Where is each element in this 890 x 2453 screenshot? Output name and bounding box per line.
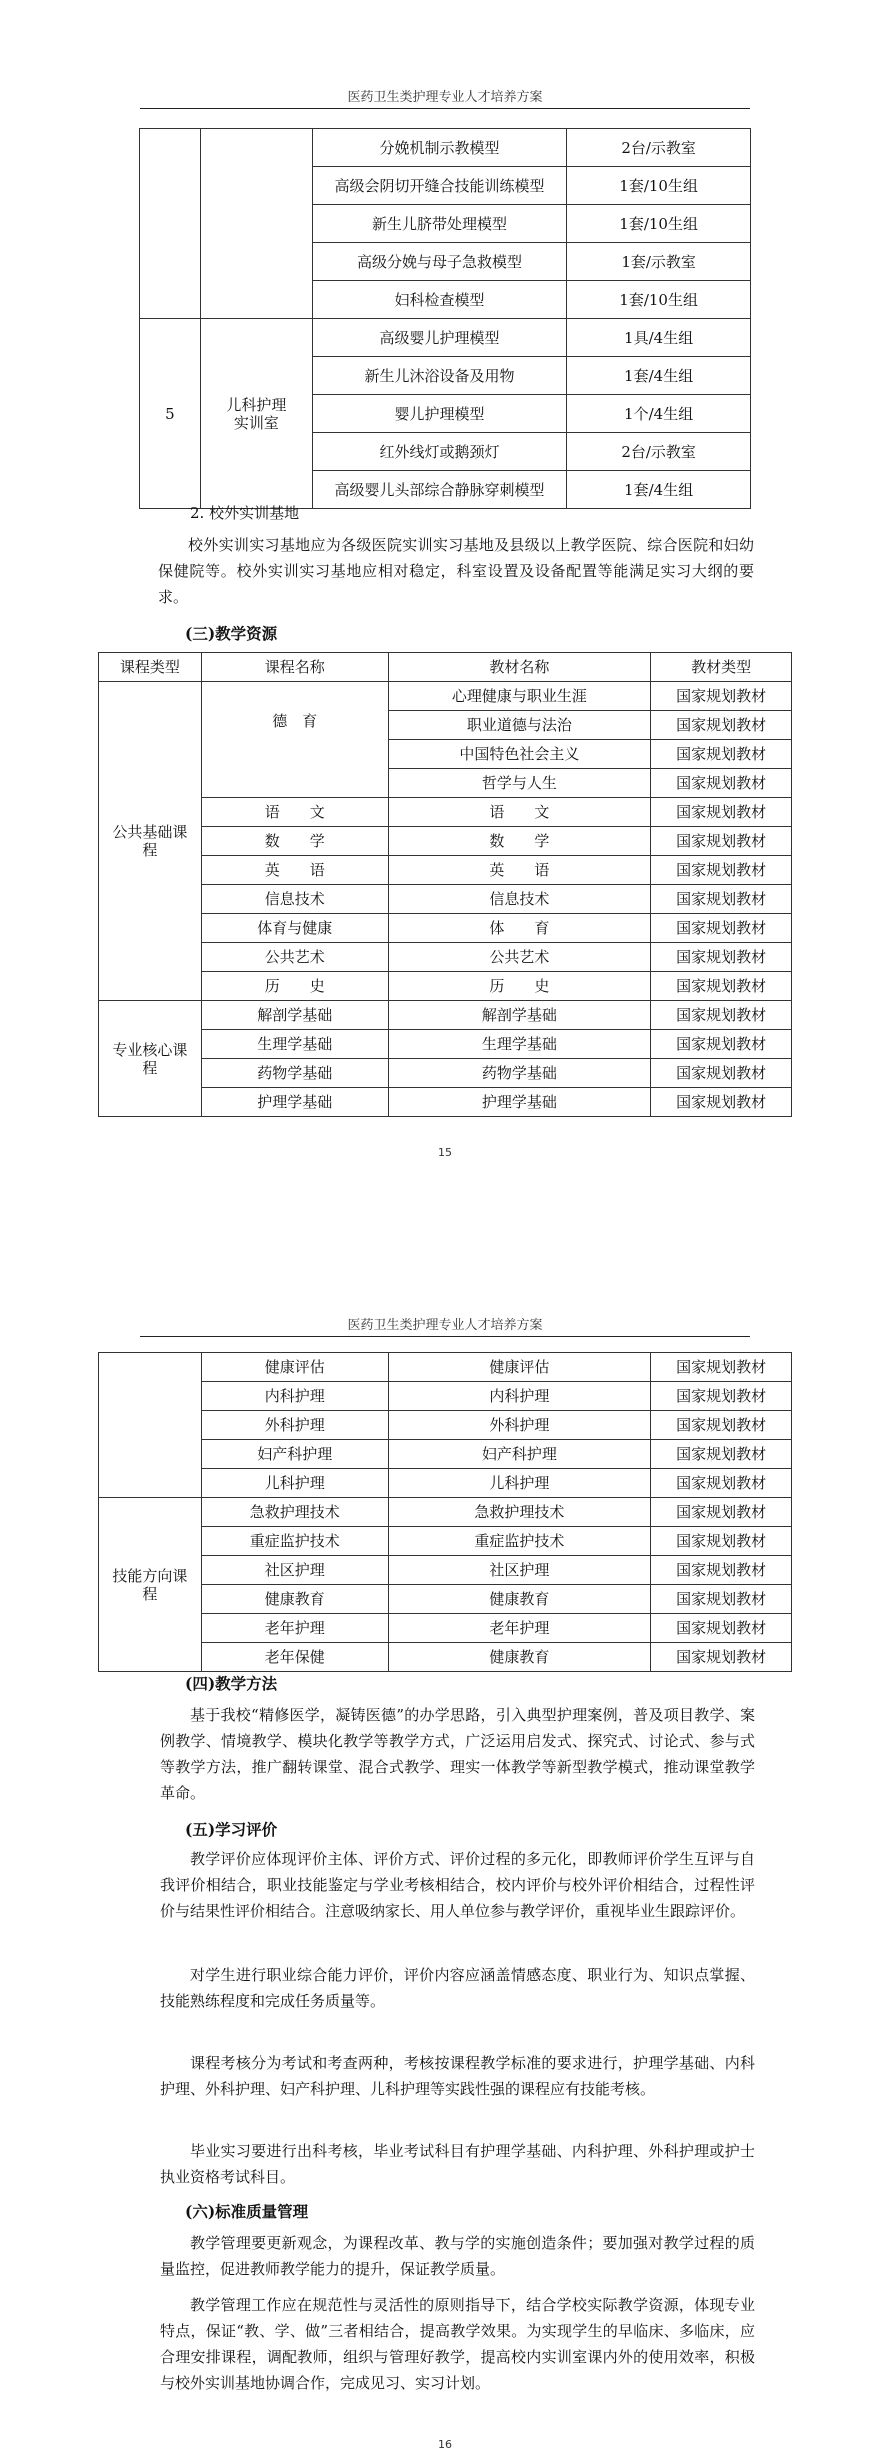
evaluation-paragraph-4: 毕业实习要进行出科考核，毕业考试科目有护理学基础、内科护理、外科护理或护士执业资格考试科目。 [160,2142,755,2186]
textbook-cell: 中国特色社会主义 [388,740,651,769]
textbook-cell: 历 史 [388,972,651,1001]
room-name-cell: 儿科护理实训室 [200,319,312,509]
table-row [99,1498,792,1527]
textbook-cell: 体 育 [388,914,651,943]
page-header: 医药卫生类护理专业人才培养方案 [347,90,543,105]
table-row [140,319,751,357]
page-number: 16 [438,2438,452,2451]
textbook-type-cell: 国家规划教材 [651,827,792,856]
equipment-qty: 2台/示教室 [567,433,751,471]
table-row [99,1030,792,1059]
textbook-type-cell: 国家规划教材 [651,1440,792,1469]
course-cell: 解剖学基础 [201,1001,388,1030]
page-gap [0,1200,890,1290]
textbook-type-cell: 国家规划教材 [651,856,792,885]
textbook-type-cell: 国家规划教材 [651,1469,792,1498]
course-cell: 历 史 [201,972,388,1001]
course-cell: 老年保健 [201,1643,388,1672]
textbook-type-cell: 国家规划教材 [651,1585,792,1614]
textbook-type-cell: 国家规划教材 [651,914,792,943]
textbook-type-cell: 国家规划教材 [651,711,792,740]
equipment-name: 高级会阴切开缝合技能训练模型 [312,167,567,205]
textbook-cell: 公共艺术 [388,943,651,972]
offsite-paragraph: 校外实训实习基地应为各级医院实训实习基地及县级以上教学医院、综合医院和妇幼保健院等。校外实训实习基地应相对稳定，科室设置及设备配置等能满足实习大纲的要求。 [158,536,754,606]
page-header: 医药卫生类护理专业人才培养方案 [347,1318,543,1333]
textbook-type-cell: 国家规划教材 [651,1556,792,1585]
table-row [99,1411,792,1440]
textbook-cell: 妇产科护理 [388,1440,651,1469]
evaluation-paragraph-2: 对学生进行职业综合能力评价，评价内容应涵盖情感态度、职业行为、知识点掌握、技能熟练程度和完成任务质量等。 [160,1966,755,2010]
table-row [99,682,792,711]
col-header-textbook: 教材名称 [388,653,651,682]
textbook-cell: 职业道德与法治 [388,711,651,740]
course-cell: 数 学 [201,827,388,856]
offsite-heading: 2. 校外实训基地 [190,504,300,522]
table-row [99,1088,792,1117]
equipment-name: 高级婴儿头部综合静脉穿刺模型 [312,471,567,509]
resources-table-continued [98,1352,792,1672]
table-row [99,885,792,914]
equipment-name: 高级婴儿护理模型 [312,319,567,357]
table-row [99,1643,792,1672]
course-cell: 内科护理 [201,1382,388,1411]
table-row [99,1527,792,1556]
textbook-type-cell: 国家规划教材 [651,1614,792,1643]
table-row [99,1001,792,1030]
course-cell: 体育与健康 [201,914,388,943]
evaluation-paragraph-3: 课程考核分为考试和考查两种，考核按课程教学标准的要求进行，护理学基础、内科护理、外科护理、妇产科护理、儿科护理等实践性强的课程应有技能考核。 [160,2054,755,2098]
course-cell: 急救护理技术 [201,1498,388,1527]
room-name-cell [200,129,312,319]
page-15 [0,0,890,1200]
textbook-cell: 英 语 [388,856,651,885]
table-row [99,827,792,856]
equipment-qty: 1个/4生组 [567,395,751,433]
textbook-cell: 解剖学基础 [388,1001,651,1030]
table-row [140,129,751,167]
textbook-type-cell: 国家规划教材 [651,740,792,769]
textbook-type-cell: 国家规划教材 [651,682,792,711]
textbook-cell: 重症监护技术 [388,1527,651,1556]
textbook-type-cell: 国家规划教材 [651,1353,792,1382]
table-row [99,798,792,827]
textbook-type-cell: 国家规划教材 [651,1411,792,1440]
textbook-type-cell: 国家规划教材 [651,1498,792,1527]
textbook-cell: 哲学与人生 [388,769,651,798]
course-cell: 外科护理 [201,1411,388,1440]
equipment-name: 红外线灯或鹅颈灯 [312,433,567,471]
course-cell: 生理学基础 [201,1030,388,1059]
equipment-qty: 1具/4生组 [567,319,751,357]
course-cell: 语 文 [201,798,388,827]
course-cell: 健康评估 [201,1353,388,1382]
equipment-name: 婴儿护理模型 [312,395,567,433]
table-row [99,1353,792,1382]
quality-paragraph-2: 教学管理工作应在规范性与灵活性的原则指导下，结合学校实际教学资源，体现专业特点，保证“教、学、做”三者相结合，提高教学效果。为实现学生的早临床、多临床，应合理安排课程，调配教师，组织与管理好教学，提高校内实训室课内外的使用效率，积极与校外实训基地协调合作，完成见习、实习计划。 [160,2296,755,2392]
equipment-qty: 1套/示教室 [567,243,751,281]
table-row [99,1382,792,1411]
textbook-cell: 信息技术 [388,885,651,914]
table-row [99,1614,792,1643]
textbook-cell: 急救护理技术 [388,1498,651,1527]
textbook-cell: 健康教育 [388,1643,651,1672]
evaluation-paragraph-1: 教学评价应体现评价主体、评价方式、评价过程的多元化，即教师评价学生互评与自我评价相结合，职业技能鉴定与学业考核相结合，校内评价与校外评价相结合，过程性评价与结果性评价相结合。注意吸纳家长、用人单位参与教学评价，重视毕业生跟踪评价。 [160,1850,755,1920]
textbook-type-cell: 国家规划教材 [651,1001,792,1030]
textbook-cell: 儿科护理 [388,1469,651,1498]
course-cell: 妇产科护理 [201,1440,388,1469]
course-cell: 社区护理 [201,1556,388,1585]
textbook-cell: 药物学基础 [388,1059,651,1088]
textbook-type-cell: 国家规划教材 [651,1059,792,1088]
textbook-cell: 健康教育 [388,1585,651,1614]
table-header-row [99,653,792,682]
table-row [99,914,792,943]
textbook-cell: 语 文 [388,798,651,827]
category-cell: 公共基础课程 [99,682,202,1001]
textbook-cell: 外科护理 [388,1411,651,1440]
room-index-cell: 5 [140,319,201,509]
textbook-cell: 生理学基础 [388,1030,651,1059]
equipment-table [139,128,751,509]
course-cell: 老年护理 [201,1614,388,1643]
textbook-cell: 健康评估 [388,1353,651,1382]
textbook-type-cell: 国家规划教材 [651,1527,792,1556]
textbook-cell: 内科护理 [388,1382,651,1411]
equipment-qty: 1套/4生组 [567,357,751,395]
equipment-name: 妇科检查模型 [312,281,567,319]
textbook-cell: 社区护理 [388,1556,651,1585]
table-row [99,972,792,1001]
course-cell: 英 语 [201,856,388,885]
equipment-name: 高级分娩与母子急救模型 [312,243,567,281]
page-number: 15 [438,1146,452,1159]
equipment-qty: 1套/4生组 [567,471,751,509]
textbook-cell: 心理健康与职业生涯 [388,682,651,711]
table-row [99,1585,792,1614]
equipment-qty: 2台/示教室 [567,129,751,167]
equipment-name: 分娩机制示教模型 [312,129,567,167]
course-cell: 儿科护理 [201,1469,388,1498]
textbook-type-cell: 国家规划教材 [651,885,792,914]
textbook-type-cell: 国家规划教材 [651,1643,792,1672]
equipment-name: 新生儿沐浴设备及用物 [312,357,567,395]
table-row [99,1556,792,1585]
resources-table [98,652,792,1117]
textbook-type-cell: 国家规划教材 [651,769,792,798]
course-cell: 护理学基础 [201,1088,388,1117]
table-row [99,856,792,885]
table-row [99,943,792,972]
textbook-type-cell: 国家规划教材 [651,1382,792,1411]
category-cell [99,1353,202,1498]
page-16 [0,1290,890,2453]
quality-paragraph-1: 教学管理要更新观念，为课程改革、教与学的实施创造条件；要加强对教学过程的质量监控，促进教师教学能力的提升，保证教学质量。 [160,2234,755,2278]
resources-heading: (三)教学资源 [185,624,278,643]
equipment-name: 新生儿脐带处理模型 [312,205,567,243]
category-cell: 专业核心课程 [99,1001,202,1117]
col-header-course: 课程名称 [201,653,388,682]
evaluation-heading: (五)学习评价 [185,1820,278,1839]
textbook-type-cell: 国家规划教材 [651,943,792,972]
textbook-type-cell: 国家规划教材 [651,972,792,1001]
textbook-type-cell: 国家规划教材 [651,1088,792,1117]
course-cell: 健康教育 [201,1585,388,1614]
room-index-cell [140,129,201,319]
course-cell: 重症监护技术 [201,1527,388,1556]
equipment-qty: 1套/10生组 [567,167,751,205]
course-cell: 药物学基础 [201,1059,388,1088]
textbook-type-cell: 国家规划教材 [651,798,792,827]
textbook-type-cell: 国家规划教材 [651,1030,792,1059]
textbook-cell: 数 学 [388,827,651,856]
quality-heading: (六)标准质量管理 [185,2202,309,2221]
table-row [99,1440,792,1469]
methods-paragraph: 基于我校“精修医学，凝铸医德”的办学思路，引入典型护理案例，普及项目教学、案例教学、情境教学、模块化教学等教学方式，广泛运用启发式、探究式、讨论式、参与式等教学方法，推广翻转课堂、混合式教学、理实一体教学等新型教学模式，推动课堂教学革命。 [160,1706,755,1802]
table-row [99,1059,792,1088]
course-cell: 公共艺术 [201,943,388,972]
category-cell: 技能方向课程 [99,1498,202,1672]
table-row [99,1469,792,1498]
textbook-cell: 老年护理 [388,1614,651,1643]
textbook-cell: 护理学基础 [388,1088,651,1117]
course-cell: 德 育 [201,682,388,798]
equipment-qty: 1套/10生组 [567,205,751,243]
equipment-qty: 1套/10生组 [567,281,751,319]
header-divider [140,1336,750,1337]
header-divider [140,108,750,109]
col-header-textbook-type: 教材类型 [651,653,792,682]
methods-heading: (四)教学方法 [185,1674,278,1693]
col-header-type: 课程类型 [99,653,202,682]
course-cell: 信息技术 [201,885,388,914]
